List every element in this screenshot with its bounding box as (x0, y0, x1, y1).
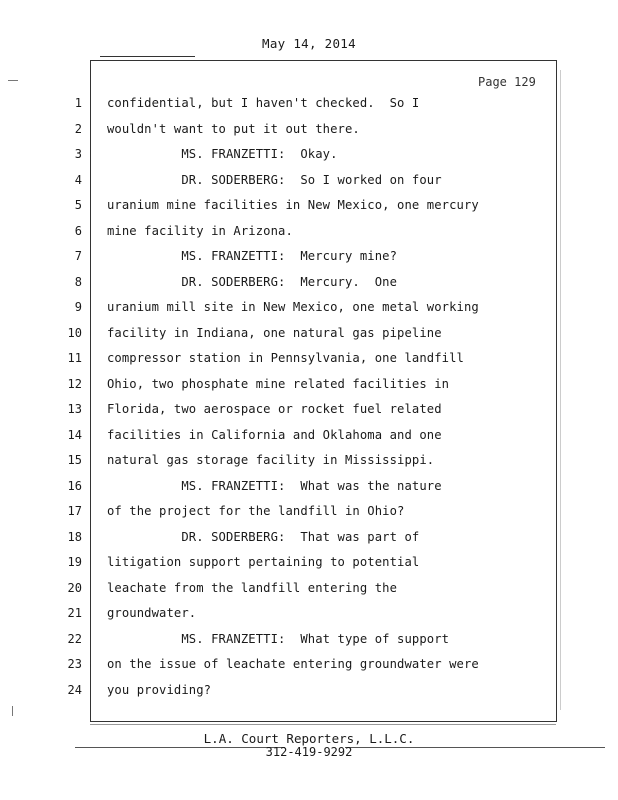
line-number: 3 (74, 147, 82, 161)
line-text: DR. SODERBERG: Mercury. One (107, 274, 398, 289)
line-number: 11 (67, 351, 82, 365)
footer-reporter: L.A. Court Reporters, L.L.C. (203, 731, 415, 746)
scan-edge (560, 70, 561, 710)
line-number: 17 (67, 504, 82, 518)
frame-top-accent (100, 56, 195, 57)
line-number: 1 (74, 96, 82, 110)
line-number: 23 (67, 657, 82, 671)
frame-bottom-shadow (90, 724, 556, 725)
line-text: facility in Indiana, one natural gas pipeline (107, 325, 442, 340)
line-text: facilities in California and Oklahoma and one (107, 427, 442, 442)
line-text: Ohio, two phosphate mine related facilities in (107, 376, 450, 391)
line-text: DR. SODERBERG: So I worked on four (107, 172, 442, 187)
page-number: Page 129 (478, 75, 536, 89)
line-text: of the project for the landfill in Ohio? (107, 504, 405, 518)
line-text: wouldn't want to put it out there. (107, 121, 360, 136)
line-number: 18 (67, 529, 82, 544)
line-text: uranium mine facilities in New Mexico, one mercury (107, 198, 479, 212)
line-text: mine facility in Arizona. (107, 223, 293, 238)
line-number: 5 (74, 198, 82, 212)
line-text: MS. FRANZETTI: What was the nature (107, 478, 442, 493)
line-number: 22 (67, 631, 82, 646)
line-text: on the issue of leachate entering groundwater were (107, 657, 479, 671)
line-text: litigation support pertaining to potential (107, 555, 420, 569)
line-text: confidential, but I haven't checked. So I (107, 96, 420, 110)
scan-mark (8, 80, 18, 81)
line-text: compressor station in Pennsylvania, one landfill (107, 351, 464, 365)
line-text: uranium mill site in New Mexico, one metal working (107, 300, 479, 314)
line-number: 21 (67, 606, 82, 620)
line-text: MS. FRANZETTI: Okay. (107, 147, 338, 161)
line-text: natural gas storage facility in Mississippi. (107, 453, 435, 467)
line-number: 16 (67, 478, 82, 493)
line-number: 13 (67, 402, 82, 416)
line-text: DR. SODERBERG: That was part of (107, 529, 420, 544)
line-text: MS. FRANZETTI: What type of support (107, 631, 450, 646)
line-number: 24 (67, 682, 82, 697)
line-number: 12 (67, 376, 82, 391)
scan-mark (12, 706, 13, 716)
line-number: 15 (67, 453, 82, 467)
line-text: MS. FRANZETTI: Mercury mine? (107, 249, 398, 263)
line-number: 19 (67, 555, 82, 569)
line-number: 2 (74, 121, 82, 136)
line-text: you providing? (107, 682, 212, 697)
line-number: 20 (67, 580, 82, 595)
line-text: Florida, two aerospace or rocket fuel related (107, 402, 442, 416)
line-number: 10 (67, 325, 82, 340)
line-number: 7 (74, 249, 82, 263)
line-number: 6 (74, 223, 82, 238)
line-number: 14 (67, 427, 82, 442)
header-date: May 14, 2014 (262, 36, 356, 51)
line-number: 9 (74, 300, 82, 314)
line-number: 8 (74, 274, 82, 289)
line-text: leachate from the landfill entering the (107, 580, 398, 595)
line-text: groundwater. (107, 606, 197, 620)
footer-phone: 312-419-9292 (265, 745, 353, 759)
line-number: 4 (74, 172, 82, 187)
